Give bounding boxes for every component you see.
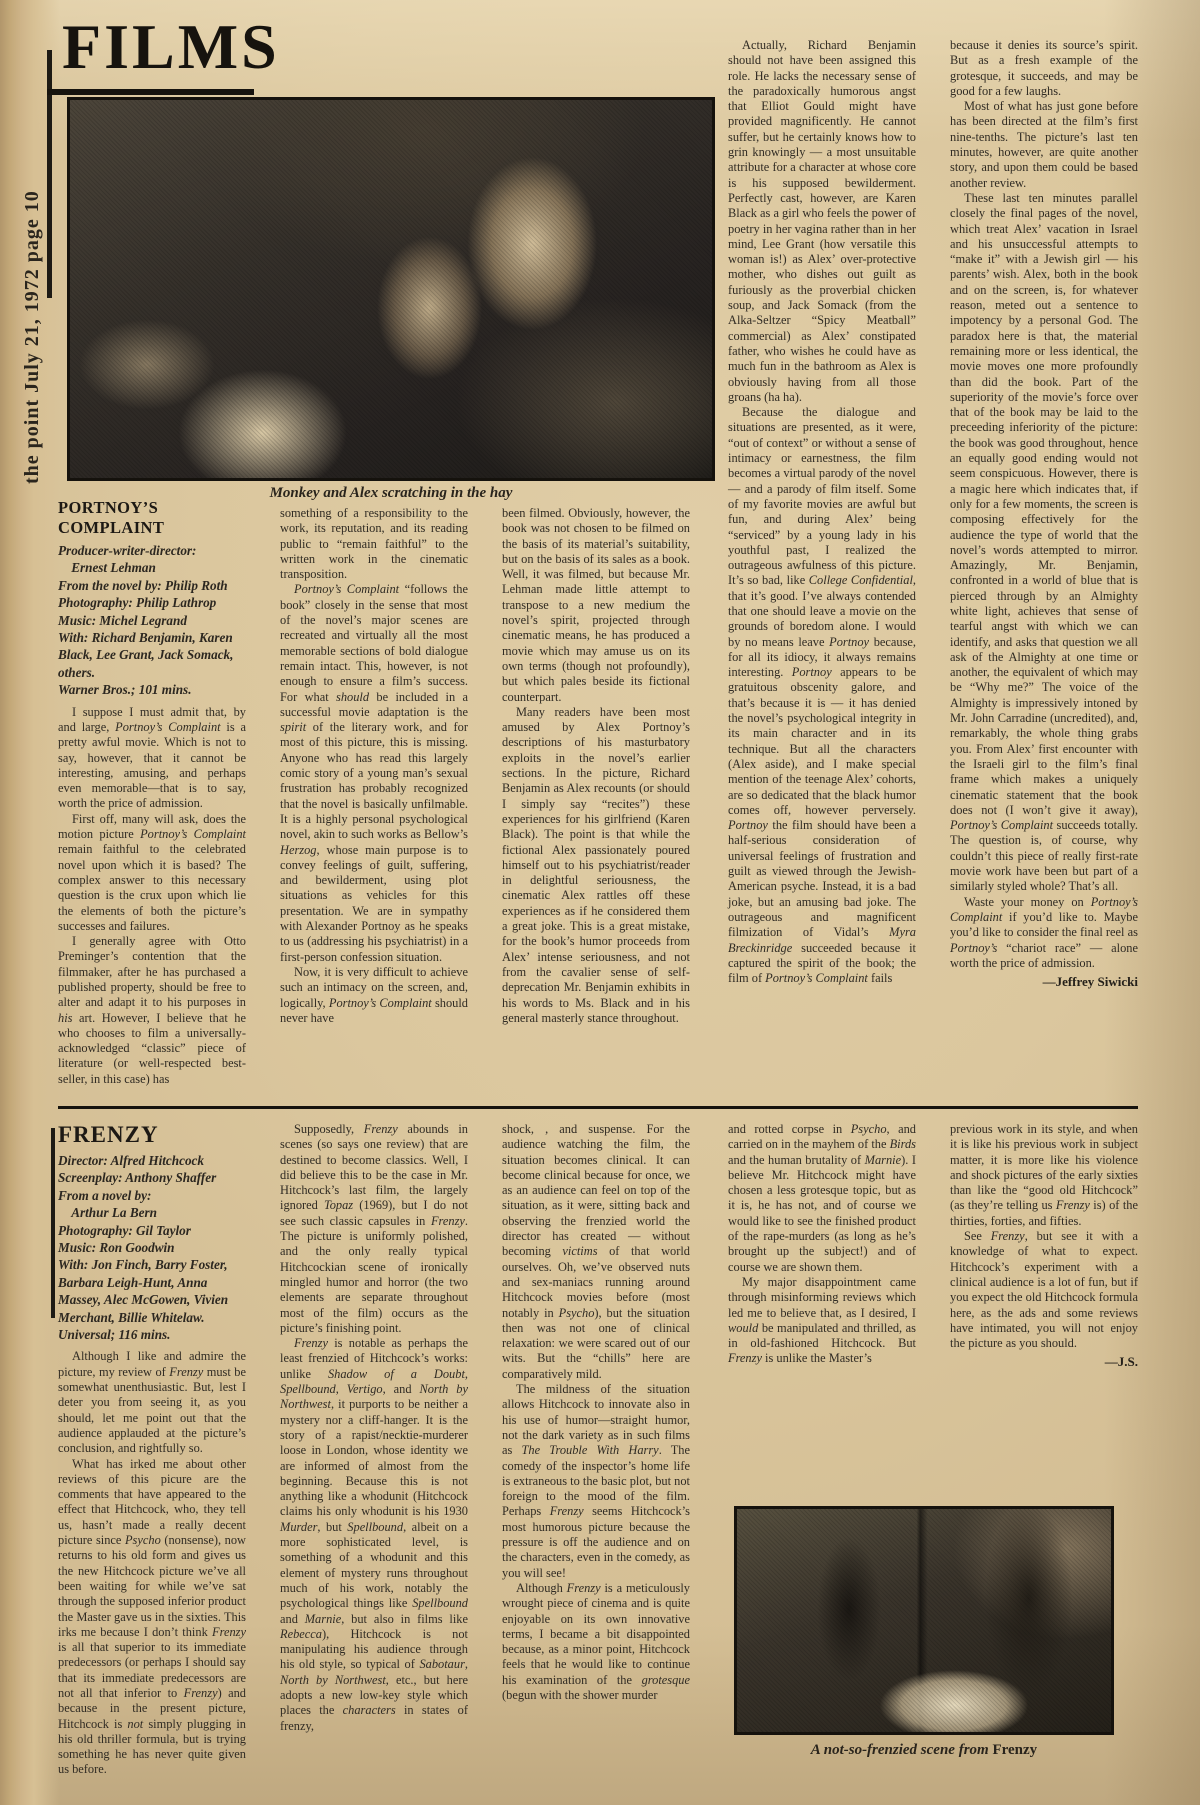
section-title-films: FILMS xyxy=(62,11,280,82)
body-paragraph: First off, many will ask, does the motion picture Portnoy’s Complaint remain faithful to the celebrated novel upon which it is based? The complex answer to this necessary question is the crux upon which lie the elements of both the picture’s successes and failures. xyxy=(58,811,246,933)
portnoy-col3-text xyxy=(502,506,690,1026)
frenzy-col1-text xyxy=(58,1349,246,1777)
body-paragraph: These last ten minutes parallel closely the final pages of the novel, which treat Alex’ vacation in Israel and his unsuccessful attempts to “make it” with a Jewish girl — his parents’ wish. Alex, both in the book and on the screen, is, for whatever reason, meted out a sentence to impotency by a personal God. The paradox here is that, the material remaining more or less identical, the movie moves one more profoundly than did the book. Part of the superiority of the movie’s force over that of the book may be laid to the preceeding inferiority of the picture: the book was good throughout, hence an equally good ending would not seem conspicuous. However, there is a magic here which indicates that, if only for a few moments, the screen is composing effectively for the audience the type of world that the novel’s words attempted to mirror. Amazingly, Mr. Benjamin, confronted in a world of blue that is pierced through by an Almighty white light, achieves that sense of tearful angst with which we can identify, and asks that question we all ask of the Almighty at one time or another, the equivalent of which may be “Why me?” The voice of the Almighty is impressively intoned by Mr. John Carradine (uncredited), and, remarkably, the whole thing grabs you. From Alex’ first encounter with the Israeli girl to the film’s final frame which makes a uniquely cinematic statement that the book does not (I won’t give it away), Portnoy’s Complaint succeeds totally. The question is, of course, why couldn’t this piece of really first-rate movie work have been but part of a similarly styled whole? That’s all. xyxy=(950,190,1138,894)
body-paragraph: My major disappointment came through misinforming reviews which led me to believe that, as I desired, I would be manipulated and thrilled, as in old-fashioned Hitchcock. But Frenzy is unlike the Master’s xyxy=(728,1274,916,1366)
credit-line: Warner Bros.; 101 mins. xyxy=(58,682,192,698)
credit-line: Ernest Lehman xyxy=(58,560,156,576)
credit-line: Arthur La Bern xyxy=(58,1205,157,1221)
frenzy-column-5 xyxy=(950,1122,1138,1370)
credit-line: From a novel by: xyxy=(58,1187,152,1203)
credit-line: Photography: Philip Lathrop xyxy=(58,595,217,611)
body-paragraph: Actually, Richard Benjamin should not have been assigned this role. He lacks the necessary sense of the paradoxically humorous angst that Elliot Gould might have provided magnificently. He cannot suffer, but he certainly knows how to grin knowingly — a most unsuitable attribute for a character at whose core is his supposed bewilderment. Perfectly cast, however, are Karen Black as a girl who feels the power of poetry in her vagina rather than in her mind, Lee Grant (how versatile this woman is!) as Alex’ over-protective mother, who dishes out guilt as furiously as the proverbial chicken soup, and Jack Somack (from the Alka-Seltzer “Spicy Meatball” commercial) as Alex’ constipated father, who wishes he could have as much fun in the bathroom as Alex is obviously having from all those groans (ha ha). xyxy=(728,38,916,404)
credit-line: Screenplay: Anthony Shaffer xyxy=(58,1170,217,1186)
body-paragraph: The mildness of the situation allows Hitchcock to innovate also in his use of humor—straight humor, not the dark variety as in such films as The Trouble With Harry. The comedy of the inspector’s home life is extraneous to the basic plot, but not foreign to the mood of the film. Perhaps Frenzy seems Hitchcock’s most humorous picture because the pressure is off the audience and on the characters, even in the comedy, as you will see! xyxy=(502,1382,690,1580)
credit-line: Universal; 116 mins. xyxy=(58,1327,171,1343)
masthead-edition: the point July 21, 1972 page 10 xyxy=(21,190,43,484)
portnoy-col5-text xyxy=(950,38,1138,971)
frenzy-col3-text xyxy=(502,1122,690,1703)
masthead-rule xyxy=(47,50,52,298)
frenzy-column-4 xyxy=(728,1122,916,1367)
body-paragraph: Frenzy is notable as perhaps the least frenzied of Hitchcock’s works: unlike Shadow of a Doubt, Spellbound, Vertigo, and North by Northwest, it purports to be neither a mystery nor a cliff-hanger. It is the story of a rapist/necktie-murderer loose in London, whose identity we are informed of almost from the beginning. Because this is not anything like a whodunit (Hitchcock claims his only whodunit is his 1930 Murder, but Spellbound, albeit on a more sophisticated level, is something of a whodunit and this element of mystery runs throughout much of his work, notably the psychological things like Spellbound and Marnie, but also in films like Rebecca), Hitchcock is not manipulating his audience through his old style, so typical of Sabotaur, North by Northwest, etc., but here adopts a new low-key style which places the characters in states of frenzy, xyxy=(280,1336,469,1733)
body-paragraph: Because the dialogue and situations are presented, as it were, “out of context” or without a sense of intimacy or earnestness, the film becomes a virtual parody of the novel — and a parody of film itself. Some of my favorite movies are awful but fun, and during Alex’ being “serviced” by a young lady in his youthful past, I realized the outrageous awfulness of this picture. It’s so bad, like College Confidential, that it’s good. I’ve always contended that one should leave a movie on the grounds of boredom alone. I would by no means leave Portnoy because, for all its idiocy, it always remains interesting. Portnoy appears to be gratuitous obscenity galore, and that’s because it is — it has denied the novel’s psychological integrity in its main character and in its technique. But all the characters (Alex aside), and I make special mention of the teenage Alex’ cohorts, are so dedicated that the black humor comes off, however perversely. Portnoy the film should have been a half-serious consideration of universal feelings of frustration and guilt as viewed through the Jewish-American psyche. Instead, it is a bad joke, but an amusing bad joke. The outrageous and magnificent filmization of Vidal’s Myra Breckinridge succeeded because it captured the spirit of the book; the film of Portnoy’s Complaint fails xyxy=(728,405,917,986)
portnoy-column-1 xyxy=(58,498,246,1087)
frenzy-column-1 xyxy=(58,1122,246,1778)
body-paragraph: because it denies its source’s spirit. But as a fresh example of the grotesque, it succeeds, and may be good for a few laughs. xyxy=(950,38,1138,98)
body-paragraph: Supposedly, Frenzy abounds in scenes (so says one review) that are destined to become classics. Well, I did believe this to be the case in Mr. Hitchcock’s last film, the largely ignored Topaz (1969), but I do not see such classic capsules in Frenzy. The picture is uniformly polished, and the only really typical Hitchcockian scene of ironically mingled humor and horror (the two elements are separate throughout most of the film) occurs as the picture’s finishing point. xyxy=(280,1122,468,1335)
body-paragraph: What has irked me about other reviews of this picure are the comments that have appeared to the effect that Hitchcock, who, they tell us, hasn’t made a really decent picture since Psycho (nonsense), now returns to his old form and gives us the new Hitchcock picture we’ve all been waiting for while we’ve sat through the supposed inferior product the Master gave us in the sixties. This irks me because I don’t think Frenzy is all that superior to its immediate predecessors (or perhaps I should say that its immediate predecessors are not all that inferior to Frenzy) and because in the present picture, Hitchcock is not simply plugging in his old thriller formula, but is trying something he has never quite given us before. xyxy=(58,1456,246,1777)
frenzy-byline: —J.S. xyxy=(1104,1354,1138,1370)
frenzy-col2-text xyxy=(280,1122,468,1734)
portnoy-title: PORTNOY’S COMPLAINT xyxy=(58,498,165,537)
credit-line: From the novel by: Philip Roth xyxy=(58,577,228,593)
portnoy-column-4 xyxy=(728,38,916,986)
frenzy-column-3 xyxy=(502,1122,690,1703)
body-paragraph: Although I like and admire the picture, my review of Frenzy must be somewhat unenthusiastic. But, lest I deter you from seeing it, as you should, let me point out that the audience applauded at the picture’s conclusion, and rightfully so. xyxy=(58,1349,246,1456)
body-paragraph: something of a responsibility to the work, its reputation, and its reading public to “remain faithful” to the written work in the cinematic transposition. xyxy=(280,506,468,582)
frenzy-credits-rule xyxy=(51,1128,55,1318)
body-paragraph: and rotted corpse in Psycho, and carried on in the mayhem of the Birds and the human brutality of Marnie). I believe Mr. Hitchcock might have chosen a less grotesque topic, but as it is, he has not, and of course we would like to see the finished product of the rape-murders (as long as he’s brought up the subject!) and of course we are shown them. xyxy=(728,1122,916,1274)
body-paragraph: shock, , and suspense. For the audience watching the film, the situation becomes clinical. It can become clinical because for once, we as an audience can feel on top of the situation, as it were, sitting back and observing the frenzied world the director has created — without becoming victims of that world ourselves. Oh, we’ve observed nuts and sex-maniacs running around Hitchcock movies before (most notably in Psycho), but the situation then was not one of clinical relaxation: we were scared out of our wits. But the “chills” here are comparatively mild. xyxy=(502,1122,690,1381)
portnoy-col1-text xyxy=(58,705,246,1087)
body-paragraph: Waste your money on Portnoy’s Complaint if you’d like to. Maybe you’d like to consider the final reel as Portnoy’s “chariot race” — alone worth the price of admission. xyxy=(950,894,1138,970)
credit-line: Producer-writer-director: xyxy=(58,543,197,558)
credit-line: Photography: Gil Taylor xyxy=(58,1222,191,1238)
portnoy-credits xyxy=(58,542,246,699)
credit-line: With: Richard Benjamin, Karen Black, Lee Grant, Jack Somack, others. xyxy=(58,630,237,680)
halftone-texture xyxy=(737,1509,1111,1732)
body-paragraph: Portnoy’s Complaint “follows the book” closely in the sense that most of the novel’s major scenes are recreated and virtually all the most memorable sections of bold dialogue remain intact. This, however, is not enough to ensure a film’s success. For what should be included in a successful movie adaptation is the spirit of the literary work, and for most of this picture, this is missing. Anyone who has read this largely comic story of a young man’s sexual frustration has probably recognized that the novel is basically unfilmable. It is a highly personal psychological novel, akin to such works as Bellow’s Herzog, whose main purpose is to convey feelings of guilt, suffering, and bewilderment, using plot situations as vehicles for this presentation. We are in sympathy with Alexander Portnoy as he speaks to us (addressing his psychiatrist) in a first-person confession situation. xyxy=(280,582,468,964)
frenzy-col5-text xyxy=(950,1122,1138,1351)
body-paragraph: I generally agree with Otto Preminger’s contention that the filmmaker, after he has purchased a published property, should be free to alter and adapt it to his purposes in his art. However, I believe that he who chooses to film a universally-acknowledged “classic” piece of literature (or well-respected best-seller, in this case) has xyxy=(58,934,246,1086)
films-underline xyxy=(47,89,254,95)
body-paragraph: Many readers have been most amused by Alex Portnoy’s descriptions of his masturbatory exploits in the novel’s earlier sections. In the picture, Richard Benjamin as Alex recounts (or should I simply say “recites”) these experiences for his girlfriend (Karen Black). The point is that while the fictional Alex passionately poured himself out to his psychiatrist/reader in delightful seriousness, the cinematic Alex rattles off these experiences as if he considered them a great joke. This is a great mistake, for the book’s humor proceeds from Alex’ intense seriousness, and not from the cavalier sense of self-deprecation Mr. Benjamin exhibits in his words to Ms. Black and in his general masterly stance throughout. xyxy=(502,704,690,1025)
frenzy-credits xyxy=(58,1152,246,1343)
body-paragraph: previous work in its style, and when it is like his previous work in subject matter, it is more like his violence and shock pictures of the early sixties than like the “good old Hitchcock” (as they’re telling us Frenzy is) of the thirties, forties, and fifties. xyxy=(950,1122,1138,1228)
portnoy-column-5 xyxy=(950,38,1138,990)
halftone-texture xyxy=(70,100,712,478)
body-paragraph: See Frenzy, but see it with a knowledge of what to expect. Hitchcock’s experiment with a clinical audience is a lot of fun, but if you expect the old Hitchcock formula here, as the ads and some reviews have intimated, you will not enjoy the picture as you should. xyxy=(950,1229,1138,1351)
frenzy-column-2 xyxy=(280,1122,468,1734)
portnoy-byline: —Jeffrey Siwicki xyxy=(1042,974,1138,990)
credit-line: Music: Michel Legrand xyxy=(58,612,187,628)
frenzy-photo xyxy=(734,1506,1114,1735)
body-paragraph: I suppose I must admit that, by and large, Portnoy’s Complaint is a pretty awful movie. Which is not to say, however, that it cannot be interesting, amusing, and perhaps even memorable—that is to say, worth the price of admission. xyxy=(58,704,246,811)
body-paragraph: been filmed. Obviously, however, the book was not chosen to be filmed on the basis of its material’s suitability, but on the basis of its sales as a book. Well, it was filmed, but because Mr. Lehman made little attempt to transpose to a new medium the novel’s spirit, projected through cinematic means, he has produced a movie which may amuse us on its own terms (though not profoundly), but which pales beside its fictional counterpart. xyxy=(502,506,690,704)
credit-line: Music: Ron Goodwin xyxy=(58,1240,175,1256)
body-paragraph: Although Frenzy is a meticulously wrought piece of cinema and is quite enjoyable on its own innovative terms, I became a bit disappointed because, as a minor point, Hitchcock feels that he would like to continue his examination of the grotesque (begun with the shower murder xyxy=(502,1580,690,1702)
portnoy-col2-text xyxy=(280,506,468,1026)
frenzy-photo-caption: A not-so-frenzied scene from Frenzy xyxy=(810,1742,1038,1758)
portnoy-column-3 xyxy=(502,506,690,1026)
portnoy-photo xyxy=(67,97,715,481)
portnoy-photo-caption: Monkey and Alex scratching in the hay xyxy=(269,485,513,501)
credit-line: Director: Alfred Hitchcock xyxy=(58,1153,205,1168)
frenzy-title: FRENZY xyxy=(58,1122,159,1147)
section-divider xyxy=(58,1106,1138,1109)
portnoy-col4-text xyxy=(728,38,916,986)
portnoy-column-2 xyxy=(280,506,468,1026)
body-paragraph: Most of what has just gone before has been directed at the film’s first nine-tenths. The picture’s last ten minutes, however, are quite another story, and upon them could be based another review. xyxy=(950,99,1138,190)
credit-line: With: Jon Finch, Barry Foster, Barbara Leigh-Hunt, Anna Massey, Alec McGowen, Vivien Merchant, Billie Whitelaw. xyxy=(58,1257,232,1325)
body-paragraph: Now, it is very difficult to achieve such an intimacy on the screen, and, logically, Portnoy’s Complaint should never have xyxy=(280,964,468,1025)
frenzy-col4-text xyxy=(728,1122,916,1367)
